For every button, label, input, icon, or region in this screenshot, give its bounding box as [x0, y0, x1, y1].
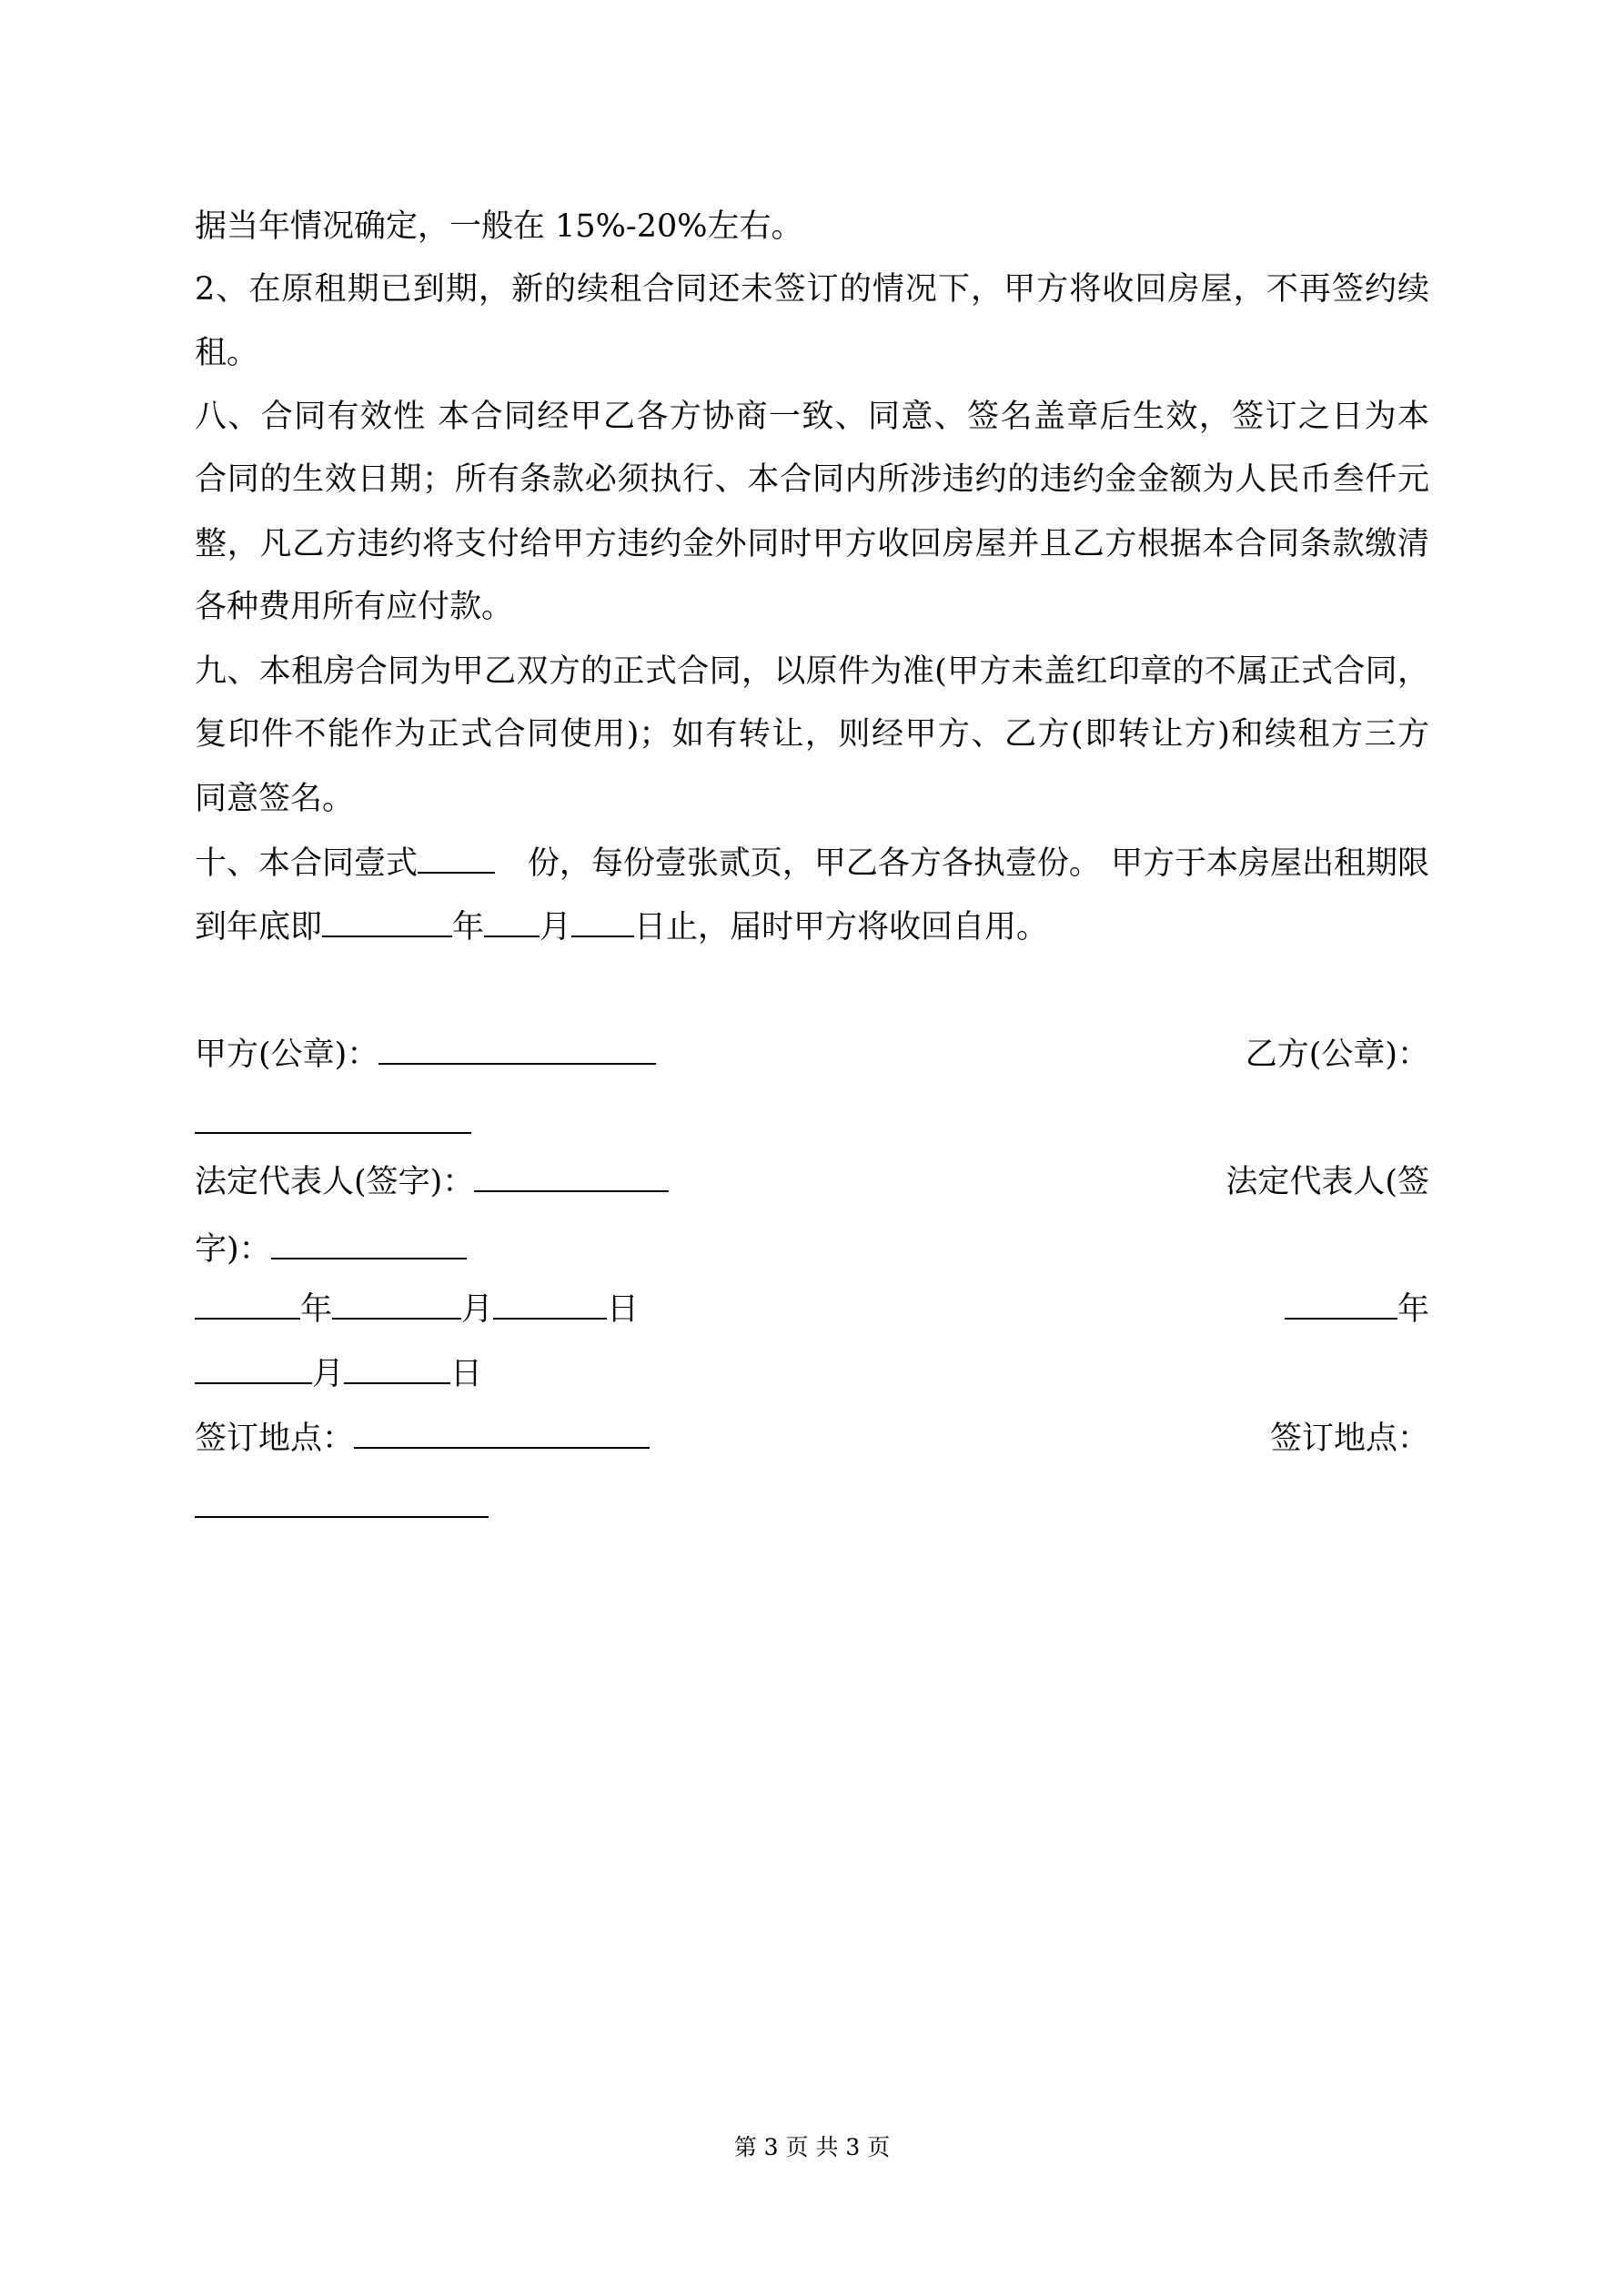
- text-line: 2、在原租期已到期，新的续租合同还未签订的情况下，甲方将收回房屋，不再签约续: [195, 271, 1429, 308]
- date-b-day-blank: [344, 1359, 450, 1384]
- rep-a-label: 法定代表人(签字)：: [195, 1164, 475, 1200]
- place-a-label: 签订地点：: [195, 1421, 355, 1457]
- text: 年: [452, 909, 485, 946]
- rep-b-label-cont: 字)：: [195, 1231, 271, 1268]
- text: 年: [300, 1291, 333, 1328]
- day-blank: [571, 912, 634, 937]
- text-line: 整，凡乙方违约将支付给甲方违约金外同时甲方收回房屋并且乙方根据本合同条款缴清: [195, 526, 1429, 562]
- text-line: 八、合同有效性 本合同经甲乙各方协商一致、同意、签名盖章后生效，签订之日为本: [195, 399, 1429, 435]
- place-row: [195, 1407, 1429, 1471]
- text: 十、本合同壹式: [195, 845, 419, 882]
- page-number: 第 3 页 共 3 页: [733, 2134, 891, 2160]
- text: 日: [450, 1356, 483, 1392]
- seal-row-cont: [195, 1092, 1429, 1156]
- place-b-blank: [195, 1492, 489, 1518]
- date-row-cont: [195, 1342, 1429, 1406]
- date-b-month-blank: [195, 1359, 312, 1384]
- text-line: 复印件不能作为正式合同使用)；如有转让，则经甲方、乙方(即转让方)和续租方三方: [195, 716, 1429, 753]
- text: 月: [461, 1291, 494, 1328]
- text: 份，每份壹张贰页，甲乙各方各执壹份。 甲方于本房屋出租期限: [527, 845, 1429, 882]
- party-b-seal-label: 乙方(公章)：: [1245, 1037, 1429, 1073]
- year-blank: [322, 912, 452, 937]
- place-a-blank: [354, 1423, 650, 1449]
- date-row: [195, 1278, 1429, 1341]
- date-b-year-blank: [1285, 1294, 1397, 1320]
- text: 日: [607, 1291, 640, 1328]
- seal-row: [195, 1023, 1429, 1087]
- party-b-seal-blank: [195, 1108, 471, 1134]
- copies-blank: [418, 848, 495, 874]
- text: 年: [1397, 1291, 1429, 1328]
- text-line: [195, 832, 1429, 895]
- text-line: [195, 895, 1429, 959]
- text: 日止，届时甲方将收回自用。: [634, 909, 1049, 946]
- text-line: 据当年情况确定，一般在 15%-20%左右。: [195, 208, 803, 245]
- rep-a-blank: [474, 1167, 669, 1192]
- place-b-label: 签订地点：: [1269, 1421, 1429, 1457]
- text-line: 合同的生效日期；所有条款必须执行、本合同内所涉违约的违约金金额为人民币叁仟元: [195, 461, 1429, 498]
- text-line: 各种费用所有应付款。: [195, 589, 514, 625]
- date-a-day-blank: [493, 1294, 607, 1320]
- month-blank: [484, 912, 540, 937]
- text-line: 同意签名。: [195, 781, 355, 817]
- rep-b-label: 法定代表人(签: [1226, 1164, 1429, 1200]
- date-a-month-blank: [332, 1294, 461, 1320]
- date-a-year-blank: [195, 1294, 300, 1320]
- text-line: 租。: [195, 335, 259, 371]
- text: 到年底即: [195, 909, 323, 946]
- place-row-cont: [195, 1476, 1429, 1540]
- rep-b-blank: [271, 1234, 467, 1259]
- party-a-seal-blank: [378, 1039, 656, 1065]
- text: 月: [312, 1356, 345, 1392]
- text: 月: [540, 909, 572, 946]
- rep-row-cont: [195, 1218, 1429, 1281]
- rep-row: [195, 1150, 1429, 1214]
- text-line: 九、本租房合同为甲乙双方的正式合同，以原件为准(甲方未盖红印章的不属正式合同，: [195, 653, 1429, 690]
- party-a-seal-label: 甲方(公章)：: [195, 1037, 379, 1073]
